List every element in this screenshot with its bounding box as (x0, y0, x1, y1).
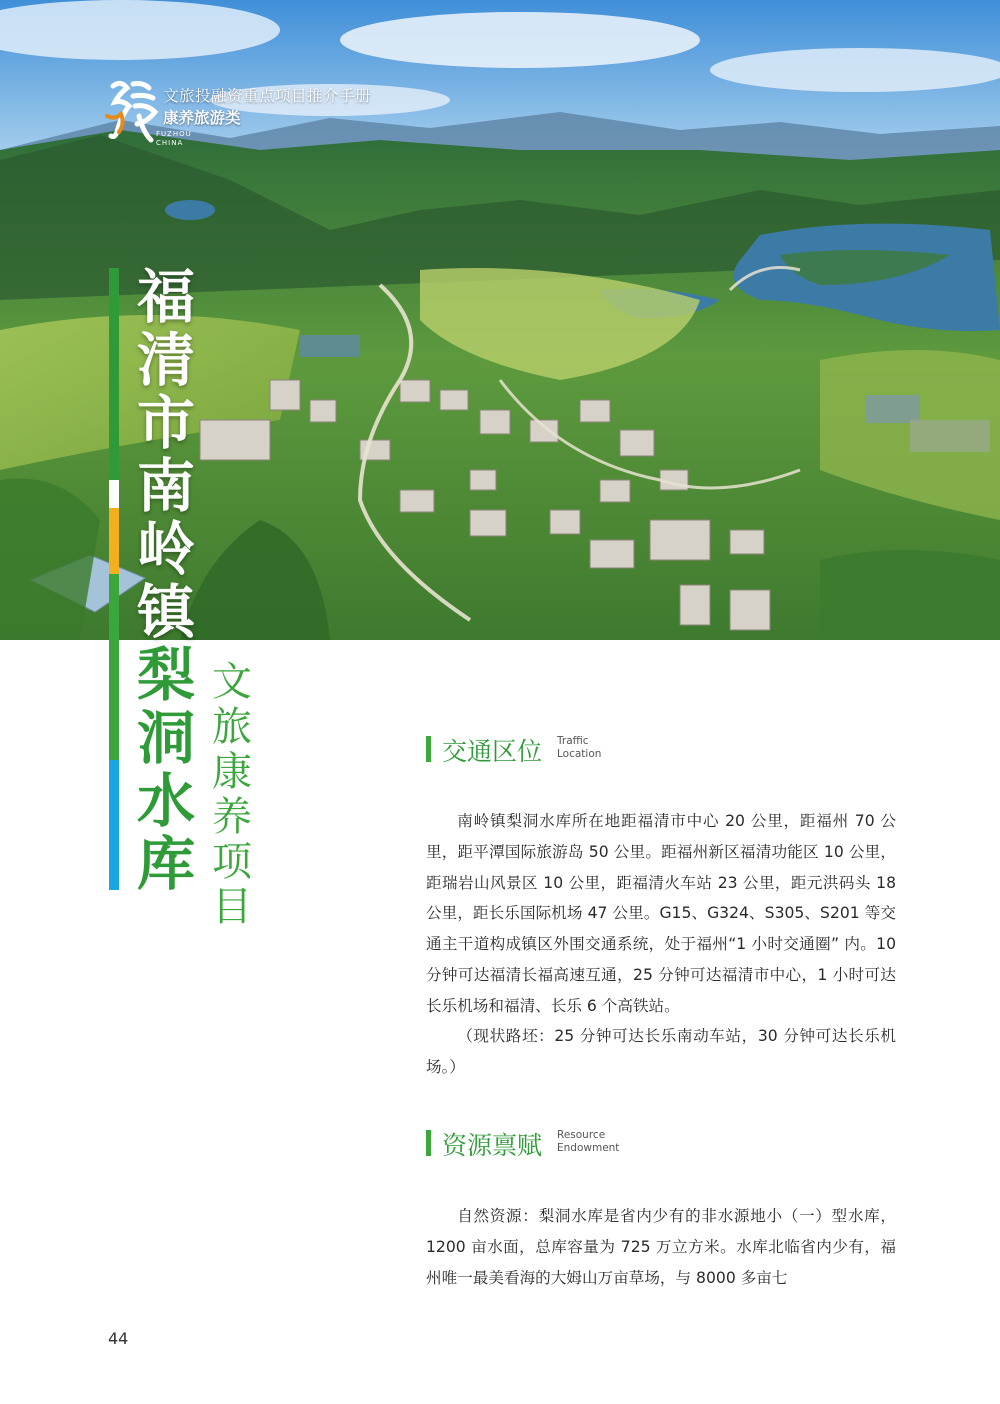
main-title-char: 岭 (136, 515, 195, 583)
section-title-zh: 资源禀赋 (442, 1131, 543, 1160)
page-number: 44 (108, 1329, 129, 1348)
main-title-char: 福 (136, 263, 195, 331)
logo-en-line-1: FUZHOU (156, 130, 192, 138)
bar-segment-gap (109, 480, 119, 508)
bar-segment-green (109, 268, 119, 480)
bar-segment-green-2 (109, 574, 119, 760)
sub-title-vertical (210, 660, 254, 930)
section-title-en-line: Location (557, 748, 602, 760)
sub-title-char: 文 (212, 659, 252, 705)
sub-title-char: 项 (212, 839, 252, 885)
main-title-char: 清 (136, 326, 195, 394)
traffic-note-paragraph: （现状路坯：25 分钟可达长乐南动车站，30 分钟可达长乐机场。） (426, 1027, 896, 1076)
fu-calligraphy-icon (103, 76, 161, 148)
section-marker (426, 736, 431, 762)
section-title-en-line: Resource (557, 1129, 606, 1141)
traffic-paragraph: 南岭镇梨洞水库所在地距福清市中心 20 公里，距福州 70 公里，距平潭国际旅游岛 50 公里。距福州新区福清功能区 10 公里，距瑞岩山风景区 10 公里，距福清火车站 23 公里，距元洪码头 18 公里，距长乐国际机场 47 公里。G15、G324、S305、S201 等交通主干道构成镇区外围交通系统，处于福州“1 小时交通圈” 内。10 分钟可达福清长福高速互通，25 分钟可达福清市中心，1 小时可达长乐机场和福清、长乐 6 个高铁站。 (426, 812, 896, 1015)
section-marker (426, 1130, 431, 1156)
main-title-char: 市 (136, 389, 195, 457)
section-title-en-line: Traffic (557, 735, 589, 747)
sub-title-char: 目 (212, 884, 252, 930)
section-title-en-line: Endowment (557, 1142, 620, 1154)
main-title-char: 洞 (136, 704, 195, 772)
sub-title-char: 旅 (212, 704, 252, 750)
logo-en-line-2: CHINA (156, 139, 184, 147)
bar-segment-blue (109, 760, 119, 890)
bar-segment-yellow (109, 508, 119, 574)
section-title-en (557, 1129, 619, 1155)
header-title: 文旅投融资重点项目推介手册 (163, 87, 372, 105)
main-title-char: 梨 (136, 641, 195, 709)
main-title-vertical (131, 263, 201, 898)
logo-english-text (156, 130, 192, 148)
main-title-char: 南 (136, 452, 195, 520)
section-title-en (557, 735, 601, 761)
sub-title-char: 养 (212, 794, 252, 840)
main-title-char: 镇 (136, 578, 195, 646)
header-subtitle: 康养旅游类 (163, 109, 241, 127)
main-title-char: 库 (136, 830, 195, 898)
fuzhou-logo (103, 76, 161, 148)
vertical-accent-bar (109, 268, 119, 890)
resource-paragraph: 自然资源：梨洞水库是省内少有的非水源地小（一）型水库，1200 亩水面，总库容量为 725 万立方米。水库北临省内少有，福州唯一最美看海的大姆山万亩草场，与 8000 多亩七 (426, 1207, 896, 1287)
main-title-char: 水 (136, 767, 195, 835)
sub-title-char: 康 (212, 749, 252, 795)
section-title-zh: 交通区位 (442, 737, 543, 766)
